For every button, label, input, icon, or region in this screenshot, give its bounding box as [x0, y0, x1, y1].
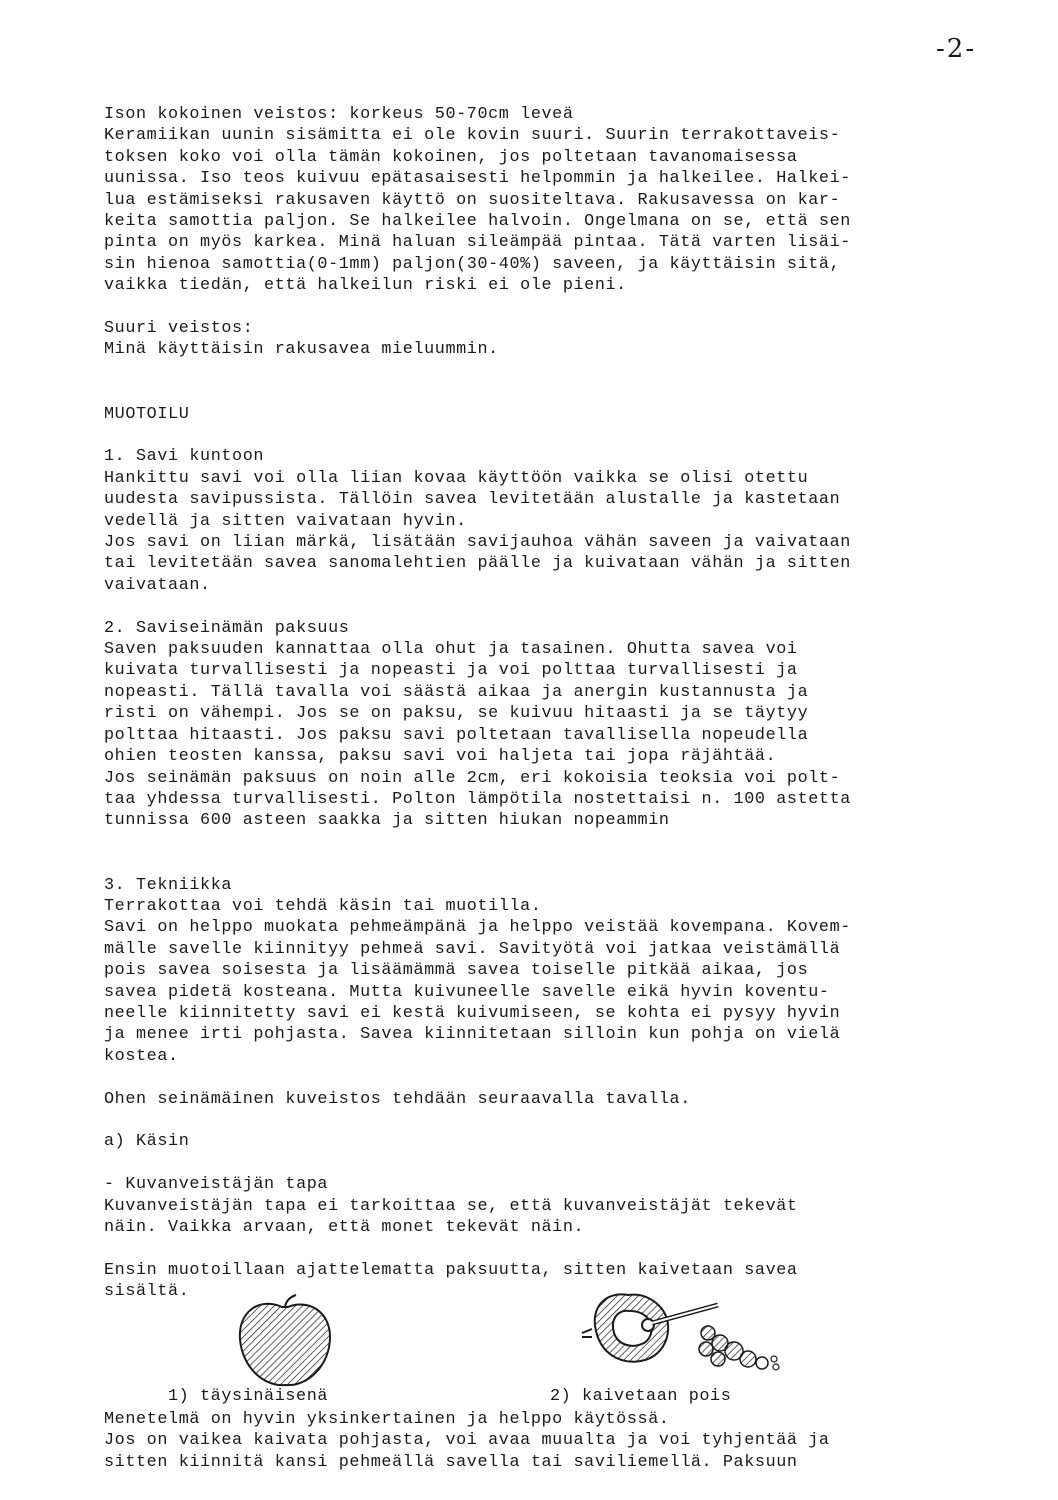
text-line: nopeasti. Tällä tavalla voi säästä aikaa ja anergin kustannusta ja	[104, 682, 809, 702]
text-line: 2. Saviseinämän paksuus	[104, 618, 350, 638]
text-line: - Kuvanveistäjän tapa	[104, 1175, 329, 1195]
paragraph-technique	[104, 875, 1004, 1068]
text-line: tunnissa 600 asteen saakka ja sitten hiukan nopeammin	[104, 811, 670, 831]
text-line: uunissa. Iso teos kuivuu epätasaisesti helpommin ja halkeilee. Halkei-	[104, 169, 851, 189]
text-line: pinta on myös karkea. Minä haluan sileämpää pintaa. Tätä varten lisäi-	[104, 233, 851, 253]
text-line: Hankittu savi voi olla liian kovaa käyttöön vaikka se olisi otettu	[104, 468, 809, 488]
text-line: näin. Vaikka arvaan, että monet tekevät näin.	[104, 1217, 585, 1237]
text-line: Kuvanveistäjän tapa ei tarkoittaa se, että kuvanveistäjät tekevät	[104, 1196, 798, 1216]
text-line: toksen koko voi olla tämän kokoinen, jos poltetaan tavanomaisessa	[104, 147, 798, 167]
text-line: vaivataan.	[104, 575, 211, 595]
page-number: -2-	[936, 34, 977, 64]
paragraph-large-sculpture	[104, 104, 1004, 297]
text-line: Jos savi on liian märkä, lisätään savijauhoa vähän saveen ja vaivataan	[104, 533, 851, 553]
paragraph-closing	[104, 1409, 1004, 1473]
text-line: kuivata turvallisesti ja nopeasti ja voi polttaa turvallisesti ja	[104, 661, 798, 681]
text-line: Suuri veistos:	[104, 319, 254, 339]
text-line: mälle savelle kiinnityy pehmeä savi. Savityötä voi jatkaa veistämällä	[104, 939, 841, 959]
text-line: sisältä.	[104, 1282, 190, 1302]
text-line: keita samottia paljon. Se halkeilee halvoin. Ongelmana on se, että sen	[104, 212, 851, 232]
text-line: polttaa hitaasti. Jos paksu savi poltetaan tavallisella nopeudella	[104, 725, 809, 745]
text-line: Ison kokoinen veistos: korkeus 50-70cm leveä	[104, 105, 574, 124]
text-line: Jos on vaikea kaivata pohjasta, voi avaa muualta ja voi tyhjentää ja	[104, 1431, 830, 1451]
text-line: sin hienoa samottia(0-1mm) paljon(30-40%) saveen, ja käyttäisin sitä,	[104, 254, 841, 274]
section-heading: MUOTOILU	[104, 404, 190, 424]
subheading-by-hand: a) Käsin	[104, 1132, 190, 1152]
text-line: vedellä ja sitten vaivataan hyvin.	[104, 511, 467, 531]
text-line: uudesta savipussista. Tällöin savea levitetään alustalle ja kastetaan	[104, 490, 841, 510]
text-line: risti on vähempi. Jos se on paksu, se kuivuu hitaasti ja se täytyy	[104, 704, 809, 724]
text-line: savea pidetä kosteana. Mutta kuivuneelle savelle eikä hyvin koventu-	[104, 982, 830, 1002]
text-line: tai levitetään savea sanomalehtien päälle ja kuivataan vähän ja sitten	[104, 554, 851, 574]
text-line: Savi on helppo muokata pehmeämpänä ja helppo veistää kovempana. Kovem-	[104, 918, 851, 938]
text-line: Ohen seinämäinen kuveistos tehdään seuraavalla tavalla.	[104, 1089, 691, 1109]
text-line: 3. Tekniikka	[104, 875, 233, 895]
text-line: kostea.	[104, 1046, 179, 1066]
text-line: Ensin muotoillaan ajattelematta paksuutta, sitten kaivetaan savea	[104, 1260, 798, 1280]
caption-fig1: 1) täysinäisenä	[168, 1387, 329, 1406]
paragraph-clay-prep	[104, 446, 1004, 596]
text-line: lua estämiseksi rakusaven käyttö on suositeltava. Rakusavessa on kar-	[104, 190, 841, 210]
text-line: ohien teosten kanssa, paksu savi voi haljeta tai jopa räjähtää.	[104, 747, 777, 767]
text-line: Jos seinämän paksuus on noin alle 2cm, eri kokoisia teoksia voi polt-	[104, 768, 841, 788]
text-line: Terrakottaa voi tehdä käsin tai muotilla.	[104, 896, 542, 916]
text-line: Saven paksuuden kannattaa olla ohut ja tasainen. Ohutta savea voi	[104, 640, 798, 660]
solid-form-illustration	[230, 1293, 340, 1393]
paragraph-big-sculpture	[104, 318, 1004, 361]
text-line: 1. Savi kuntoon	[104, 447, 265, 467]
paragraph-sculptor-method	[104, 1174, 1004, 1238]
document-body	[104, 104, 1004, 1303]
text-line: neelle kiinnitetty savi ei kestä kuivumiseen, se kohta ei pysyy hyvin	[104, 1003, 841, 1023]
text-line: sitten kiinnitä kansi pehmeällä savella tai saviliemellä. Paksuun	[104, 1452, 798, 1472]
text-line: ja menee irti pohjasta. Savea kiinnitetaan silloin kun pohja on vielä	[104, 1025, 841, 1045]
text-line: Minä käyttäisin rakusavea mieluummin.	[104, 340, 499, 360]
text-line: taa yhdessa turvallisesti. Polton lämpötila nostettaisi n. 100 astetta	[104, 789, 851, 809]
illustrations	[104, 1285, 1004, 1395]
text-line: Keramiikan uunin sisämitta ei ole kovin suuri. Suurin terrakottaveis-	[104, 126, 841, 146]
text-line: Menetelmä on hyvin yksinkertainen ja helppo käytössä.	[104, 1410, 670, 1429]
text-line: vaikka tiedän, että halkeilun riski ei ole pieni.	[104, 276, 627, 296]
paragraph-wall-thickness	[104, 618, 1004, 832]
caption-fig2: 2) kaivetaan pois	[550, 1387, 732, 1406]
hollowed-form-illustration	[578, 1285, 828, 1390]
text-line: pois savea soisesta ja lisäämämmä savea toiselle pitkää aikaa, jos	[104, 961, 809, 981]
